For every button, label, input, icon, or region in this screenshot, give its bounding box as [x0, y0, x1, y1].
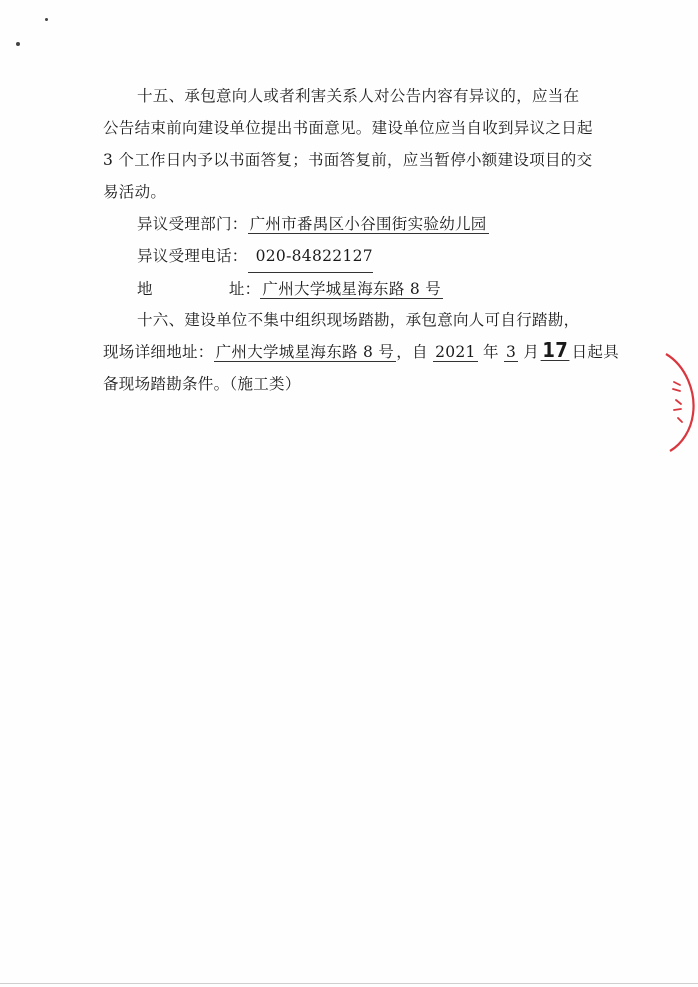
date-month: 3: [505, 343, 517, 361]
section-16-line-3: 备现场踏勘条件。（施工类）: [103, 375, 301, 393]
objection-dept-line: [103, 208, 593, 240]
scan-speck: [16, 42, 20, 46]
red-seal-fragment: [662, 352, 698, 452]
date-tail: 日起具: [571, 343, 620, 361]
date-lead: ，自: [396, 343, 434, 361]
section-15-paragraph: 十五、承包意向人或者利害关系人对公告内容有异议的，应当在公告结束前向建设单位提出书面意见。建设单位应当自收到异议之日起 3 个工作日内予以书面答复；书面答复前，应当暂停小额建设项目的交易活动。: [103, 87, 593, 201]
body-text: [103, 80, 593, 208]
year-unit: 年: [477, 343, 504, 361]
objection-address-label-1: 地: [137, 280, 153, 298]
objection-address-line: [103, 273, 593, 305]
date-year: 2021: [435, 343, 476, 361]
objection-address-label-2: 址：: [228, 280, 261, 298]
objection-phone-line: [103, 240, 593, 273]
site-address-prefix: 现场详细地址：: [103, 343, 214, 361]
objection-info: [103, 208, 593, 305]
site-address: 广州大学城星海东路 8 号: [215, 343, 395, 361]
section-16-line-1: 十六、建设单位不集中组织现场踏勘，承包意向人可自行踏勘，: [137, 311, 580, 329]
section-16: [103, 304, 620, 400]
scan-bottom-edge: [0, 983, 698, 984]
month-unit: 月: [518, 343, 540, 361]
objection-phone-label: 异议受理电话：: [137, 247, 248, 265]
scan-speck: [45, 18, 48, 21]
section-16-line-2: [103, 336, 620, 368]
objection-phone-value: 020-84822127: [248, 240, 373, 273]
date-day-handwritten: 17: [542, 338, 569, 362]
objection-address-value: 广州大学城星海东路 8 号: [262, 280, 442, 298]
objection-dept-value: 广州市番禺区小谷围街实验幼儿园: [249, 215, 487, 233]
objection-dept-label: 异议受理部门：: [137, 215, 248, 233]
